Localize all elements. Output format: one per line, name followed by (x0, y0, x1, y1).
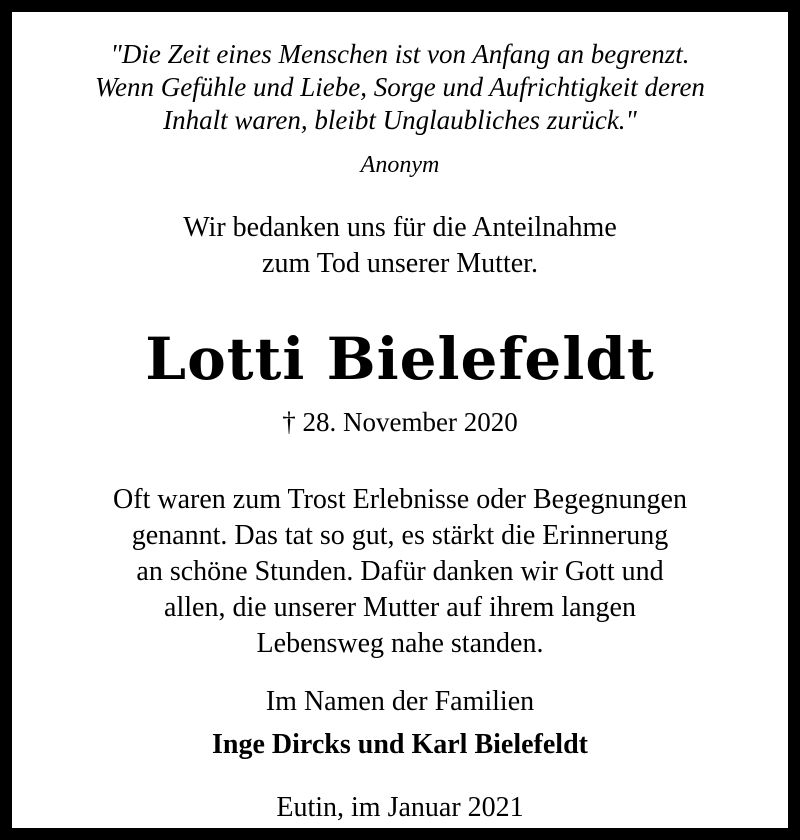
place-date: Eutin, im Januar 2021 (276, 792, 524, 823)
thanks-block (32, 210, 768, 282)
message-line: allen, die unserer Mutter auf ihrem langen (164, 592, 636, 623)
death-date: † 28. November 2020 (282, 407, 518, 437)
quote-author: Anonym (360, 152, 440, 178)
message-block (32, 482, 768, 662)
message-line: Lebensweg nahe standen. (256, 628, 544, 659)
signature-intro: Im Namen der Familien (265, 686, 535, 717)
thanks-line: Wir bedanken uns für die Anteilnahme (183, 212, 617, 243)
message-line: an schöne Stunden. Dafür danken wir Gott und (136, 556, 664, 587)
thanks-line: zum Tod unserer Mutter. (262, 248, 538, 279)
quote-line: Inhalt waren, bleibt Unglaubliches zurück." (163, 105, 637, 135)
deceased-name: Lotti Bielefeldt (145, 325, 655, 393)
quote-line: "Die Zeit eines Menschen ist von Anfang an begrenzt. (110, 39, 690, 69)
signature-names: Inge Dircks und Karl Bielefeldt (212, 729, 588, 760)
quote-line: Wenn Gefühle und Liebe, Sorge und Aufrichtigkeit deren (95, 72, 705, 102)
quote-block (32, 38, 768, 137)
message-line: genannt. Das tat so gut, es stärkt die Erinnerung (131, 520, 669, 551)
message-line: Oft waren zum Trost Erlebnisse oder Begegnungen (113, 484, 687, 515)
